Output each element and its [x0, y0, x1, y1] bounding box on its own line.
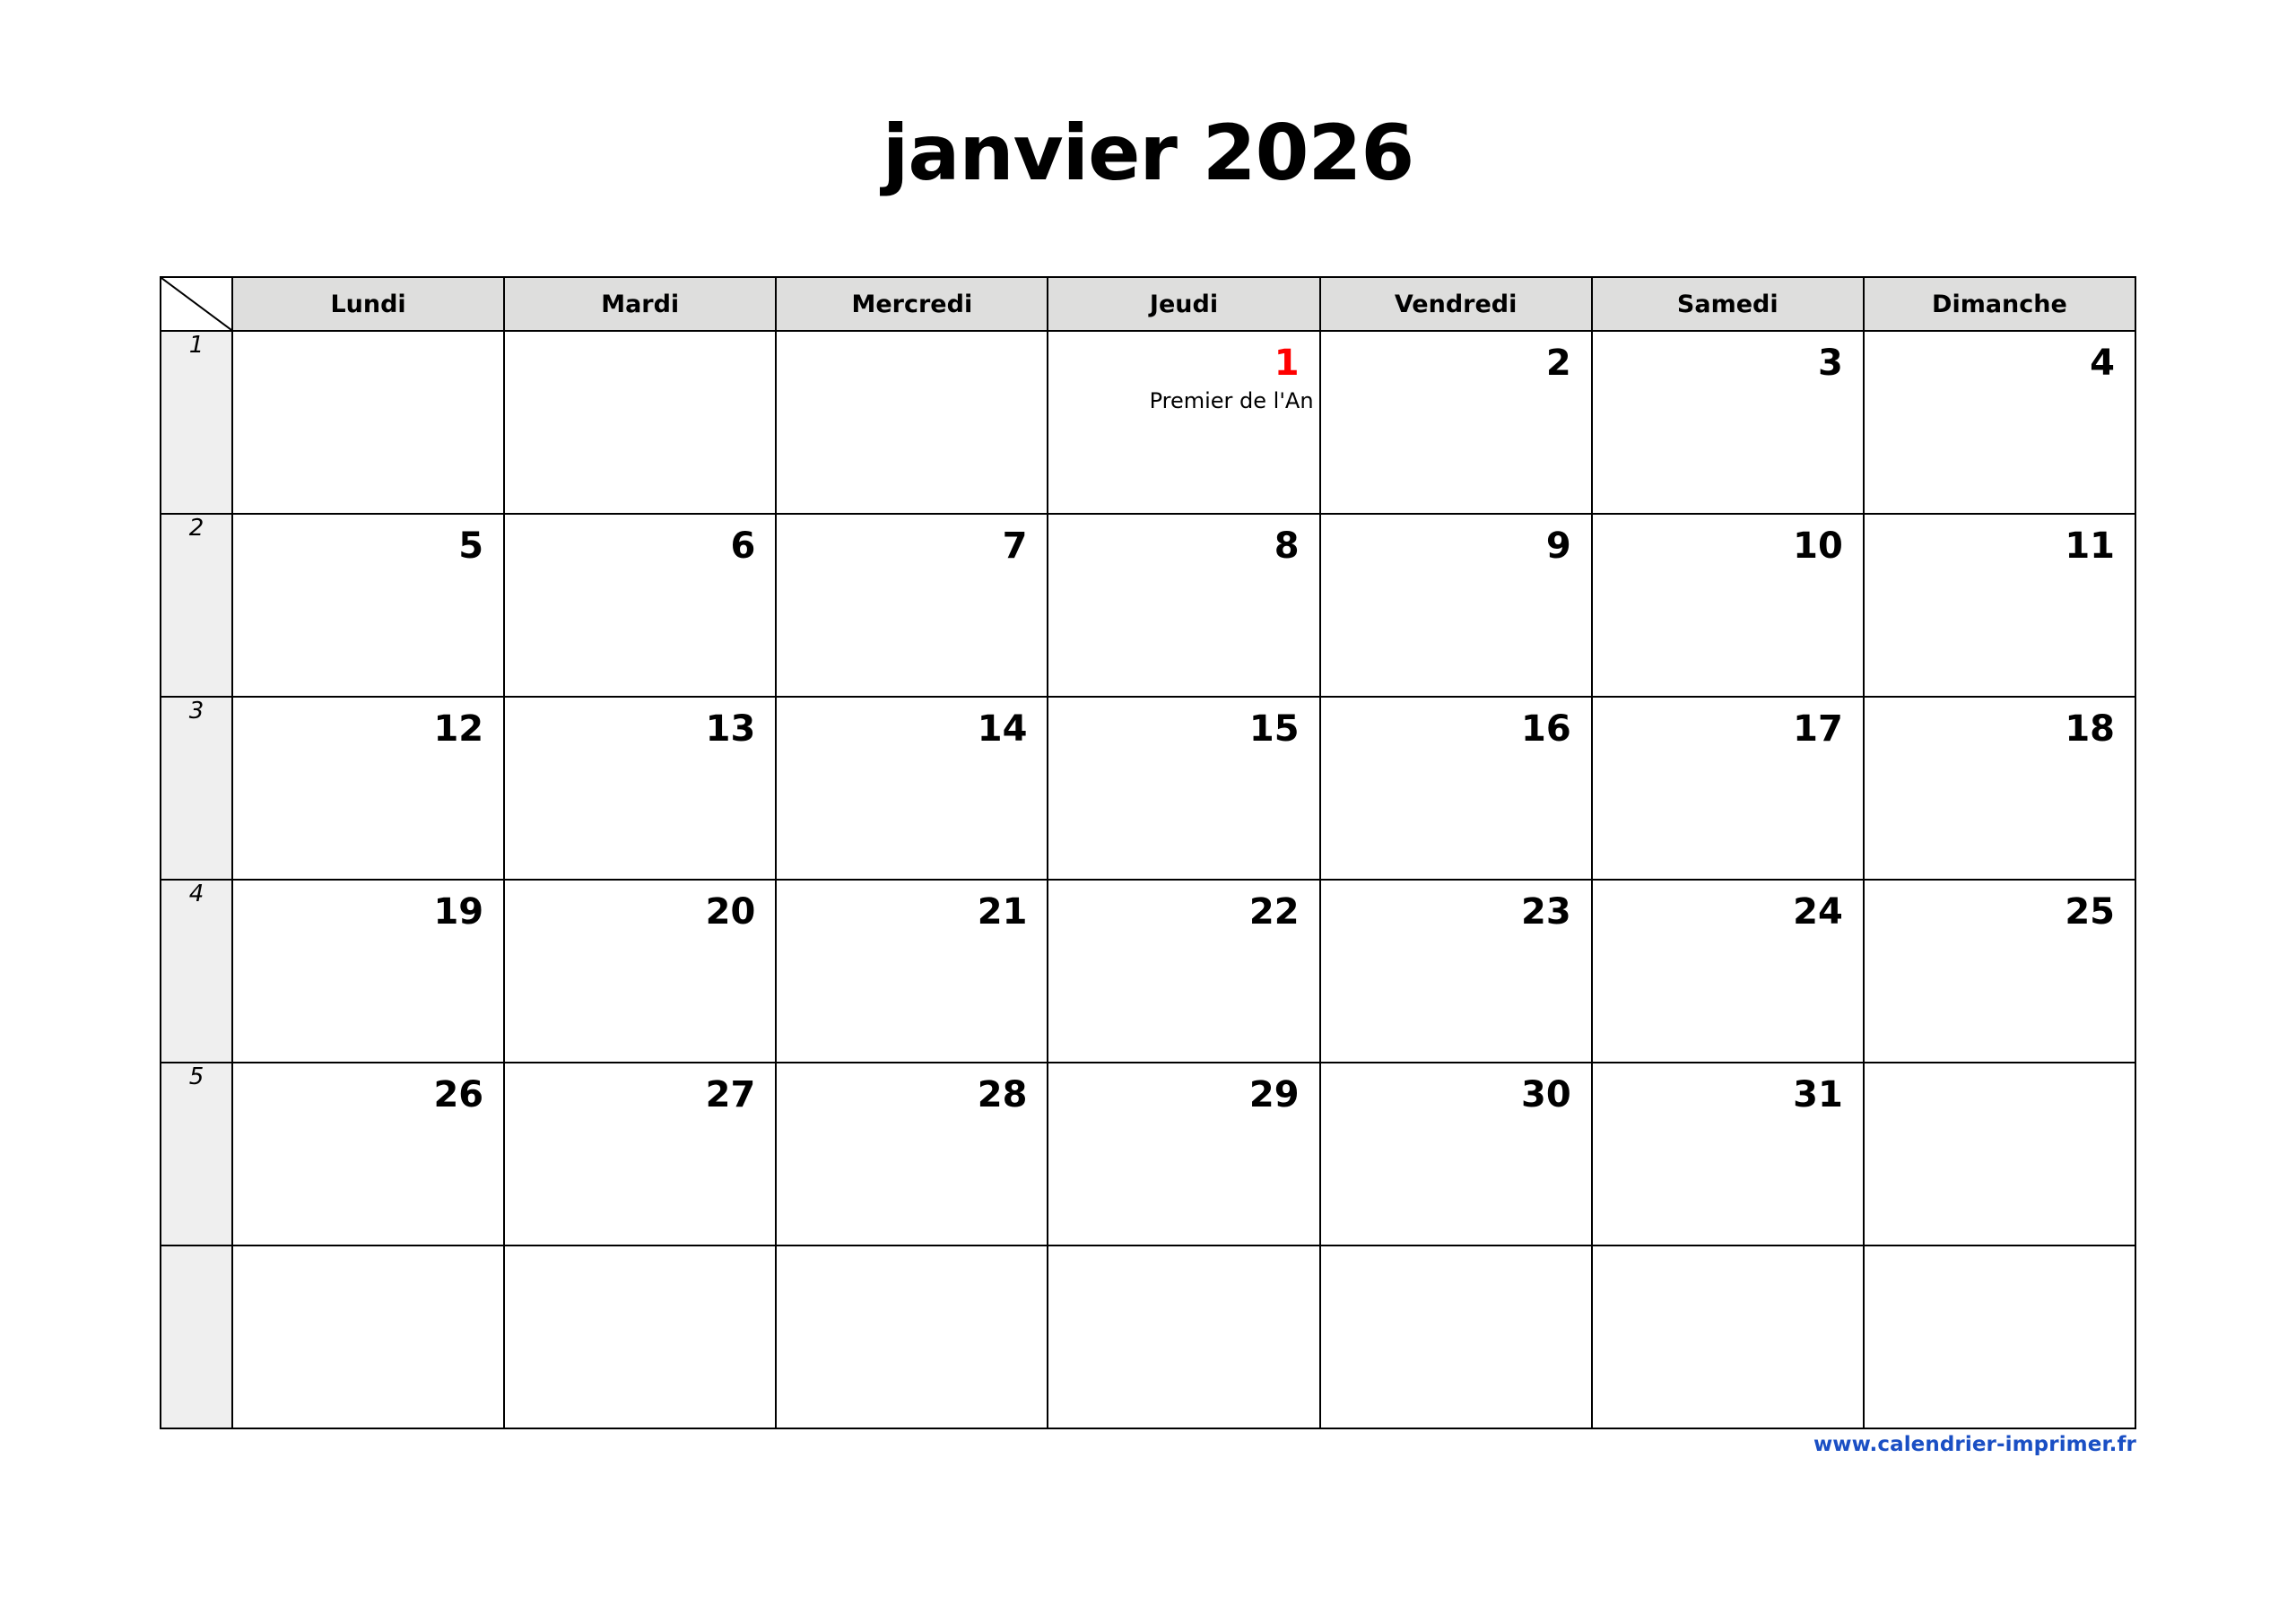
day-number: 17	[1793, 708, 1843, 750]
day-number: 3	[1818, 343, 1843, 384]
day-cell[interactable]	[504, 1063, 776, 1245]
day-cell[interactable]	[1048, 1245, 1319, 1428]
calendar-header-row-group	[161, 277, 2135, 331]
day-number: 1	[1274, 343, 1300, 384]
day-cell[interactable]	[1864, 697, 2135, 880]
week-number: 5	[161, 1063, 232, 1245]
day-number: 27	[705, 1074, 756, 1115]
calendar-header-row	[161, 277, 2135, 331]
holiday-label: Premier de l'An	[1149, 388, 1314, 413]
day-header-lundi: Lundi	[232, 277, 504, 331]
day-number	[233, 1246, 503, 1259]
day-number	[1865, 1246, 2135, 1259]
day-number: 11	[2065, 525, 2115, 567]
calendar-week-row	[161, 880, 2135, 1063]
day-header-mardi: Mardi	[504, 277, 776, 331]
day-cell[interactable]	[232, 880, 504, 1063]
day-number: 4	[2090, 343, 2115, 384]
day-cell[interactable]	[1048, 514, 1319, 697]
day-number: 31	[1793, 1074, 1843, 1115]
day-cell[interactable]	[232, 1245, 504, 1428]
day-cell[interactable]	[776, 1245, 1048, 1428]
day-cell[interactable]	[232, 1063, 504, 1245]
day-number: 9	[1545, 525, 1571, 567]
day-cell[interactable]	[1048, 1063, 1319, 1245]
day-number	[1048, 1246, 1318, 1259]
day-number: 18	[2065, 708, 2115, 750]
day-number	[1321, 1246, 1591, 1259]
day-number: 13	[705, 708, 756, 750]
day-cell[interactable]	[504, 1245, 776, 1428]
day-cell[interactable]	[1592, 331, 1864, 514]
day-number: 28	[977, 1074, 1028, 1115]
day-cell[interactable]	[1592, 1245, 1864, 1428]
day-number	[777, 1246, 1047, 1259]
day-cell[interactable]	[1592, 880, 1864, 1063]
day-number: 19	[433, 891, 484, 933]
calendar-table	[160, 276, 2136, 1429]
day-number: 23	[1521, 891, 1571, 933]
day-cell[interactable]	[504, 514, 776, 697]
day-number: 12	[433, 708, 484, 750]
day-cell[interactable]	[776, 1063, 1048, 1245]
day-cell[interactable]	[232, 514, 504, 697]
week-number: 4	[161, 880, 232, 1063]
day-number: 16	[1521, 708, 1571, 750]
day-cell[interactable]	[504, 331, 776, 514]
day-number: 22	[1248, 891, 1300, 933]
day-cell[interactable]	[1048, 880, 1319, 1063]
day-cell[interactable]	[1320, 1245, 1592, 1428]
day-number: 5	[458, 525, 484, 567]
day-cell[interactable]	[776, 697, 1048, 880]
day-number: 29	[1248, 1074, 1300, 1115]
day-cell[interactable]	[232, 331, 504, 514]
day-cell[interactable]	[1048, 697, 1319, 880]
calendar-week-row	[161, 697, 2135, 880]
calendar-container	[160, 276, 2136, 1429]
day-header-mercredi: Mercredi	[776, 277, 1048, 331]
day-number: 10	[1793, 525, 1843, 567]
day-number: 20	[705, 891, 756, 933]
diagonal-line-icon	[161, 278, 231, 330]
day-number: 30	[1521, 1074, 1571, 1115]
day-number	[233, 332, 503, 344]
day-header-jeudi: Jeudi	[1048, 277, 1319, 331]
day-header-samedi: Samedi	[1592, 277, 1864, 331]
day-number	[777, 332, 1047, 344]
calendar-week-row	[161, 331, 2135, 514]
day-cell[interactable]	[232, 697, 504, 880]
day-number: 26	[433, 1074, 484, 1115]
day-cell[interactable]	[504, 697, 776, 880]
day-number: 21	[977, 891, 1028, 933]
day-cell[interactable]	[1864, 1245, 2135, 1428]
calendar-week-row	[161, 1063, 2135, 1245]
day-number: 7	[1002, 525, 1028, 567]
day-number	[1865, 1063, 2135, 1076]
day-cell[interactable]	[504, 880, 776, 1063]
day-cell[interactable]	[776, 331, 1048, 514]
day-cell[interactable]	[1320, 880, 1592, 1063]
day-number: 25	[2065, 891, 2115, 933]
day-number: 8	[1274, 525, 1300, 567]
day-cell[interactable]	[1592, 1063, 1864, 1245]
week-number: 3	[161, 697, 232, 880]
day-number: 6	[730, 525, 756, 567]
day-cell[interactable]	[1320, 331, 1592, 514]
day-cell-holiday[interactable]	[1048, 331, 1319, 514]
day-cell[interactable]	[1592, 514, 1864, 697]
day-header-dimanche: Dimanche	[1864, 277, 2135, 331]
day-number	[505, 1246, 775, 1259]
day-header-vendredi: Vendredi	[1320, 277, 1592, 331]
day-number	[1593, 1246, 1863, 1259]
calendar-week-row	[161, 514, 2135, 697]
calendar-week-row	[161, 1245, 2135, 1428]
day-cell[interactable]	[776, 514, 1048, 697]
day-number	[505, 332, 775, 344]
week-number: 2	[161, 514, 232, 697]
week-number: 1	[161, 331, 232, 514]
day-cell[interactable]	[776, 880, 1048, 1063]
source-website-link[interactable]: www.calendrier-imprimer.fr	[1813, 1433, 2136, 1456]
day-cell[interactable]	[1592, 697, 1864, 880]
day-cell[interactable]	[1320, 1063, 1592, 1245]
day-number: 14	[977, 708, 1028, 750]
day-cell[interactable]	[1864, 1063, 2135, 1245]
day-cell[interactable]	[1320, 697, 1592, 880]
week-number	[161, 1245, 232, 1428]
day-number: 24	[1793, 891, 1843, 933]
day-number: 15	[1248, 708, 1300, 750]
week-number-corner-cell	[161, 277, 232, 331]
page-title: janvier 2026	[882, 108, 1414, 198]
day-cell[interactable]	[1320, 514, 1592, 697]
calendar-body	[161, 331, 2135, 1428]
day-cell[interactable]	[1864, 880, 2135, 1063]
day-number: 2	[1545, 343, 1571, 384]
day-cell[interactable]	[1864, 514, 2135, 697]
day-cell[interactable]	[1864, 331, 2135, 514]
